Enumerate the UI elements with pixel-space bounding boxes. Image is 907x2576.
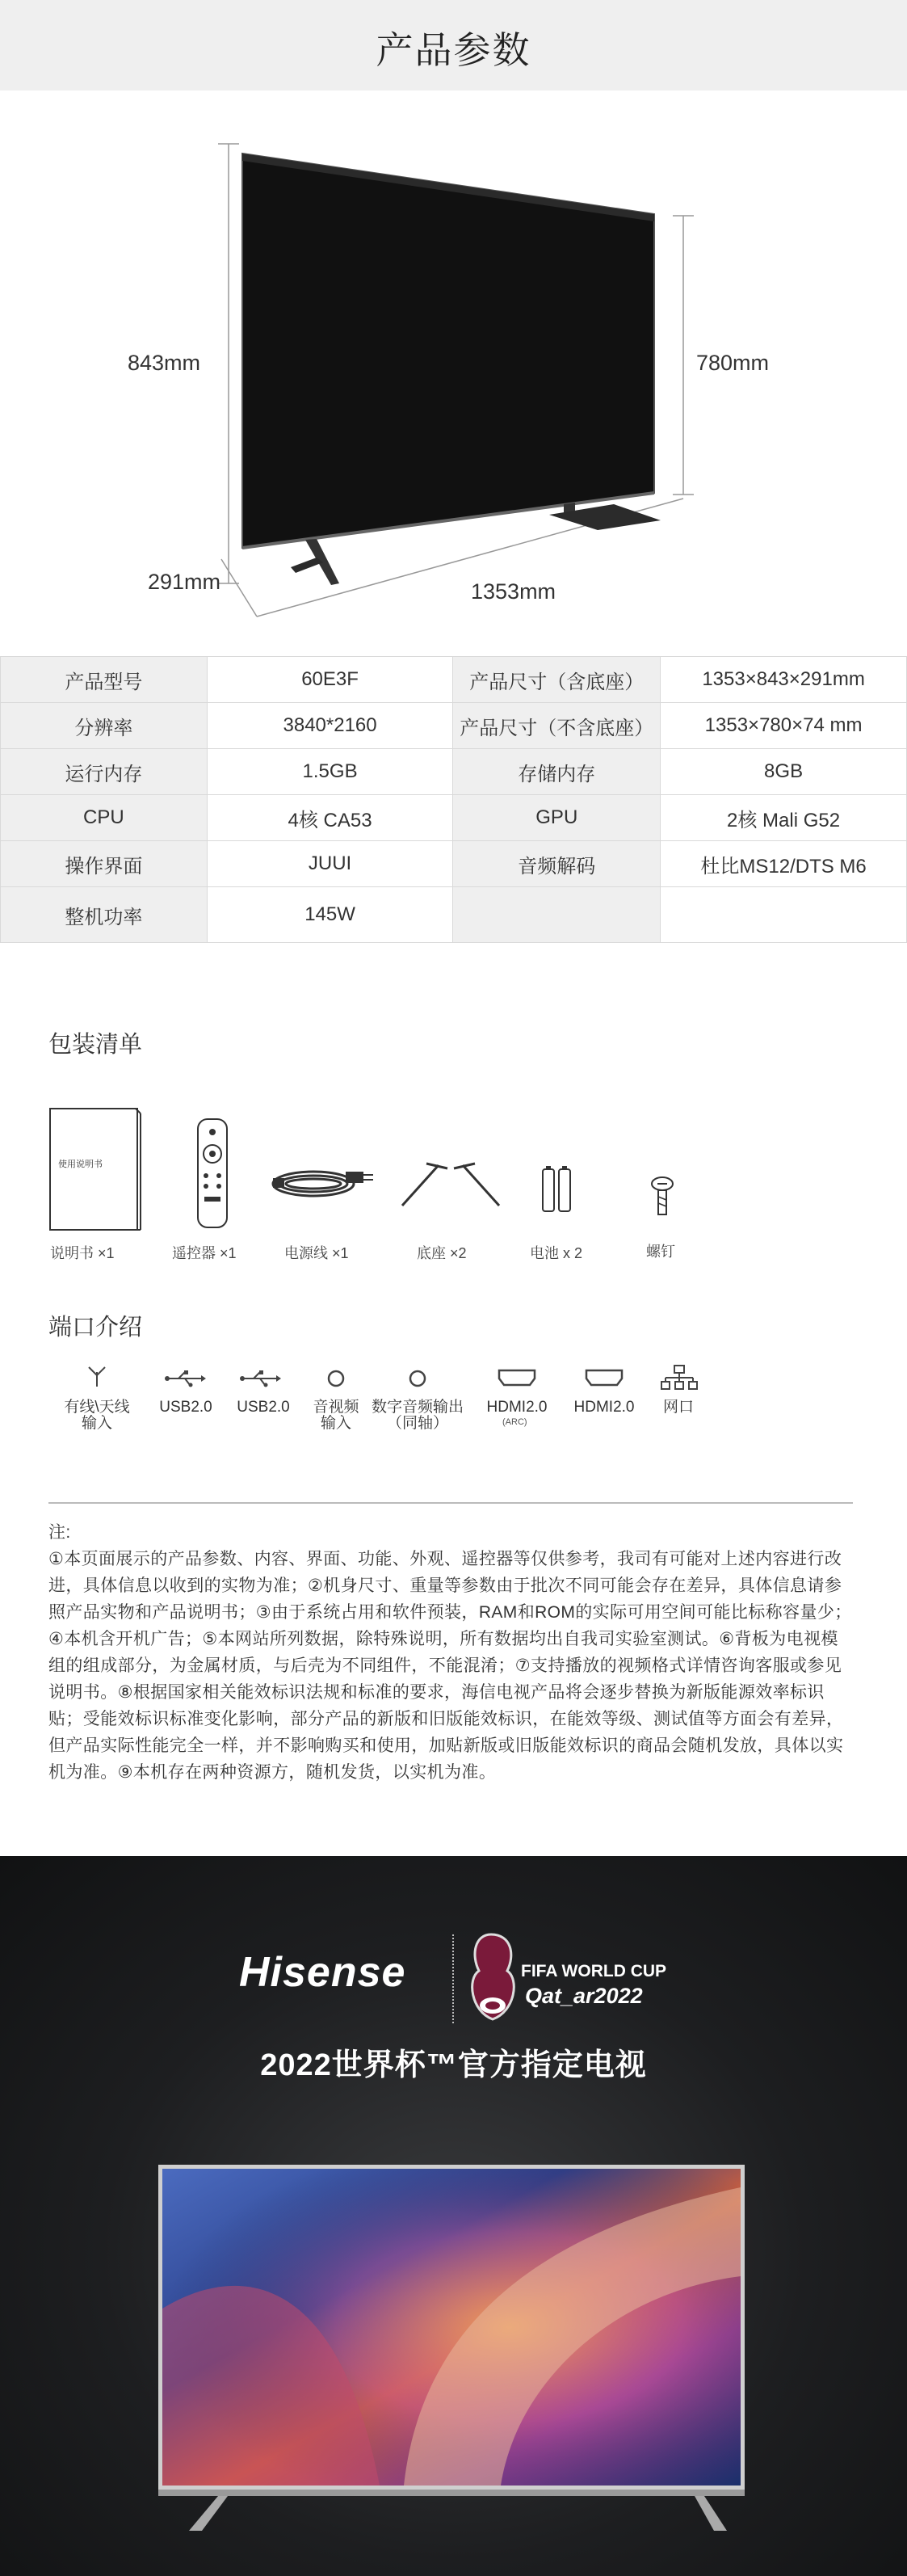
spec-key: 音频解码 — [453, 841, 661, 887]
spec-value: 杜比MS12/DTS M6 — [661, 841, 907, 887]
port-label: HDMI2.0 — [486, 1399, 548, 1416]
divider — [48, 1502, 853, 1504]
spec-key: 整机功率 — [1, 887, 208, 943]
spec-value: JUUI — [207, 841, 453, 887]
port-label: 数字音频输出 （同轴） — [371, 1399, 464, 1432]
spec-key: 分辨率 — [1, 703, 208, 749]
notes-text: ①本页面展示的产品参数、内容、界面、功能、外观、遥控器等仅供参考，我司有可能对上述内容进行改进，具体信息以收到的实物为准；②机身尺寸、重量等参数由于批次不同可能会存在差异，具体信息请参照产品实物和产品说明书；③由于系统占用和软件预装，RAM和ROM的实际可用空间可能比标称容量少；④本机含开机广告；⑤本网站所列数据，除特殊说明，所有数据均出自我司实验室测试。⑥背板为电视模组的组成部分，为金属材质，与后壳为不同组件，不能混淆；⑦支持播放的视频格式详情咨询客服或参见说明书。⑧根据国家相关能效标识法规和标准的要求，海信电视产品将会逐步替换为新版能源效率标识贴；受能效标识标准变化影响，部分产品的新版和旧版能效标识，在能效等级、测试值等方面会有差异，但产品实际性能完全一样，并不影响购买和使用，加贴新版或旧版能效标识的商品会随机发放，具体以实机为准。⑨本机存在两种资源方，随机发货，以实机为准。 — [48, 1550, 852, 1782]
usb-icon — [239, 1369, 281, 1392]
world-cup-emblem — [472, 1934, 514, 2019]
port-label: 有线\天线 输入 — [64, 1399, 130, 1432]
spec-value: 4核 CA53 — [207, 795, 453, 841]
spec-key: 产品型号 — [1, 657, 208, 703]
spec-value: 60E3F — [207, 657, 453, 703]
coaxial-icon — [408, 1369, 427, 1392]
screw-icon — [650, 1176, 674, 1222]
package-item-label: 电池 x 2 — [530, 1245, 583, 1261]
package-item-label: 说明书 ×1 — [50, 1245, 115, 1261]
antenna-icon — [86, 1366, 108, 1392]
battery-icon — [541, 1166, 573, 1219]
depth-label: 291mm — [148, 570, 221, 594]
package-item-label: 电源线 ×1 — [284, 1245, 349, 1261]
port-label: HDMI2.0 — [573, 1399, 635, 1416]
port-label: USB2.0 — [237, 1399, 290, 1416]
port-sublabel: (ARC) — [502, 1417, 527, 1427]
package-title: 包装清单 — [48, 1032, 143, 1058]
av-icon — [326, 1369, 346, 1392]
ethernet-icon — [661, 1364, 698, 1395]
spec-table — [0, 656, 907, 943]
dimension-diagram — [0, 90, 907, 640]
spec-row — [1, 841, 907, 887]
spec-row — [1, 749, 907, 795]
fifa-event: Qat_ar2022 — [525, 1984, 643, 2008]
spec-key: GPU — [453, 795, 661, 841]
spec-row — [1, 795, 907, 841]
hdmi-icon — [498, 1369, 536, 1391]
spec-value: 3840*2160 — [207, 703, 453, 749]
spec-row — [1, 887, 907, 943]
width-label: 1353mm — [471, 579, 556, 604]
height-screen-label: 780mm — [696, 351, 770, 375]
hisense-logo: Hisense — [239, 1949, 406, 1996]
spec-value — [661, 887, 907, 943]
stand-icon — [394, 1149, 507, 1218]
package-item-label: 螺钉 — [646, 1244, 675, 1260]
manual-icon — [48, 1107, 142, 1236]
spec-value: 145W — [207, 887, 453, 943]
tv-illustration — [242, 154, 661, 585]
spec-key: 产品尺寸（含底座） — [453, 657, 661, 703]
port-label: 音视频 输入 — [313, 1399, 359, 1432]
fifa-title: FIFA WORLD CUP — [521, 1962, 667, 1980]
spec-row — [1, 703, 907, 749]
manual-cover-text: 使用说明书 — [58, 1160, 103, 1169]
spec-value: 8GB — [661, 749, 907, 795]
spec-value: 1.5GB — [207, 749, 453, 795]
logo-separator — [452, 1934, 454, 2023]
spec-value: 1353×780×74 mm — [661, 703, 907, 749]
notes-title: 注: — [48, 1523, 71, 1542]
remote-icon — [196, 1118, 230, 1235]
hdmi-icon — [585, 1369, 624, 1391]
spec-key — [453, 887, 661, 943]
usb-icon — [164, 1369, 206, 1392]
power-cable-icon — [265, 1155, 378, 1216]
spec-key: 运行内存 — [1, 749, 208, 795]
spec-key: CPU — [1, 795, 208, 841]
package-item-label: 底座 ×2 — [417, 1245, 467, 1261]
spec-value: 2核 Mali G52 — [661, 795, 907, 841]
spec-key: 存储内存 — [453, 749, 661, 795]
spec-row — [1, 657, 907, 703]
port-label: USB2.0 — [159, 1399, 212, 1416]
banner-slogan: 2022世界杯™官方指定电视 — [260, 2048, 647, 2082]
port-label: 网口 — [662, 1399, 694, 1416]
spec-key: 产品尺寸（不含底座） — [453, 703, 661, 749]
height-total-label: 843mm — [128, 351, 201, 375]
spec-value: 1353×843×291mm — [661, 657, 907, 703]
page-header — [0, 0, 907, 90]
disclaimer-notes — [48, 1519, 853, 1786]
page-title: 产品参数 — [376, 29, 531, 71]
spec-key: 操作界面 — [1, 841, 208, 887]
package-item-label: 遥控器 ×1 — [172, 1245, 237, 1261]
ports-title: 端口介绍 — [48, 1315, 143, 1341]
